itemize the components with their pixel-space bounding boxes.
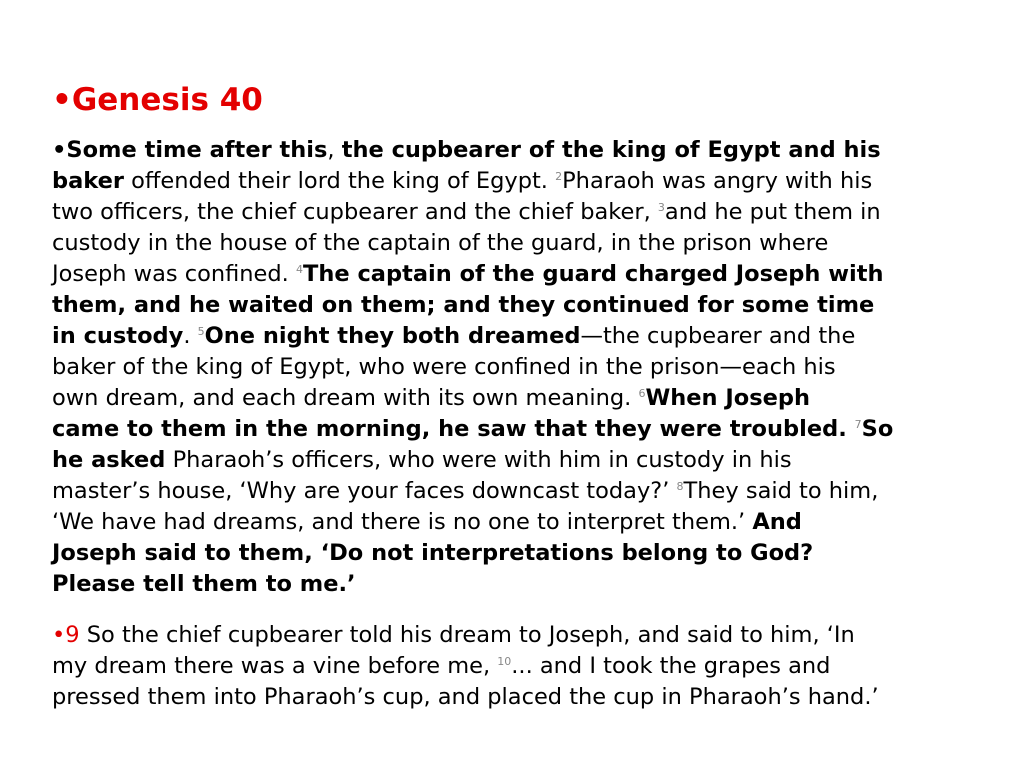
text-line [52,197,1024,228]
slide-title: •Genesis 40 [52,82,263,118]
text-line [52,135,1024,166]
text-line [52,445,1024,476]
verse-bullet: •9 [52,622,80,648]
bold-text: he asked [52,447,166,473]
text: , [327,137,342,163]
bold-text: in custody [52,323,184,349]
verse-number: 4 [295,263,303,276]
text: master’s house, ‘Why are your faces downcast today?’ [52,478,677,504]
text: ... and I took the grapes and [511,653,831,679]
text: They said to him, [683,478,879,504]
text-line [52,507,1024,538]
text: own dream, and each dream with its own meaning. [52,385,639,411]
verse-number: 7 [854,418,862,431]
bold-text: came to them in the morning, he saw that they were troubled. [52,416,855,442]
text-line: Please tell them to me.’ [52,571,356,597]
verse-number: 10 [497,655,512,668]
verse-number: 2 [555,170,563,183]
verse-number: 6 [638,387,646,400]
text: and he put them in [664,199,881,225]
verse-number: 5 [197,325,205,338]
scripture-paragraph-1 [52,135,1024,600]
text: my dream there was a vine before me, [52,653,498,679]
text: Pharaoh’s officers, who were with him in custody in his [165,447,792,473]
bold-text: One night they both dreamed [204,323,581,349]
text: Joseph was confined. [52,261,296,287]
text: Pharaoh was angry with his [562,168,873,194]
text-line: Joseph said to them, ‘Do not interpretations belong to God? [52,540,814,566]
text: ‘We have had dreams, and there is no one to interpret them.’ [52,509,753,535]
text-line: pressed them into Pharaoh’s cup, and placed the cup in Pharaoh’s hand.’ [52,684,879,710]
text-line [52,414,1024,445]
text: offended their lord the king of Egypt. [124,168,556,194]
bold-text: baker [52,168,125,194]
text-line [52,259,1024,290]
text-line: them, and he waited on them; and they continued for some time [52,292,875,318]
verse-number: 8 [676,480,684,493]
text-line: baker of the king of Egypt, who were confined in the prison—each his [52,354,836,380]
text-line [52,321,1024,352]
text-line [52,651,1024,682]
text-line [52,383,1024,414]
text-line [52,620,1024,651]
text: two officers, the chief cupbearer and the chief baker, [52,199,658,225]
verse-number: 3 [657,201,665,214]
bold-text: The captain of the guard charged Joseph with [302,261,884,287]
bold-text: So [861,416,894,442]
text: . [183,323,198,349]
bold-text: the cupbearer of the king of Egypt and his [341,137,881,163]
bold-text: When Joseph [645,385,810,411]
scripture-paragraph-2 [52,620,1024,713]
bold-text: And [752,509,802,535]
text: So the chief cupbearer told his dream to Joseph, and said to him, ‘In [79,622,855,648]
bold-text: •Some time after this [52,137,328,163]
text: —the cupbearer and the [580,323,856,349]
text-line: custody in the house of the captain of the guard, in the prison where [52,230,829,256]
text-line [52,476,1024,507]
text-line [52,166,1024,197]
